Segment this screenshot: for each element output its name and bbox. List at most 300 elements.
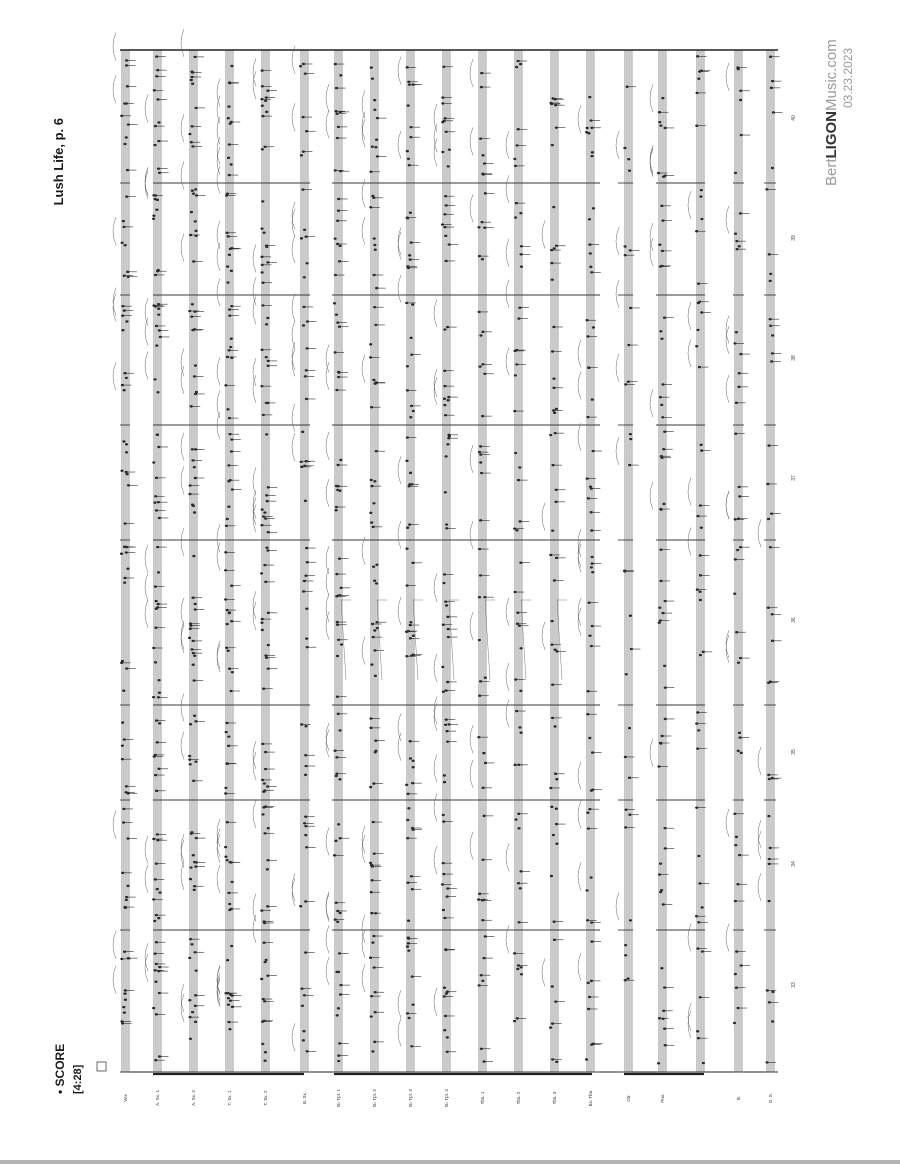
staff-label: T. Sx. 1 — [227, 1090, 232, 1106]
note-head — [264, 100, 267, 102]
note-head — [230, 338, 233, 340]
note-head — [231, 671, 234, 673]
note-head — [659, 862, 662, 864]
note-head — [374, 675, 377, 677]
note-head — [405, 460, 408, 462]
slur — [398, 521, 401, 549]
note-head — [337, 1007, 340, 1009]
note-head — [120, 470, 123, 472]
slur — [253, 591, 256, 619]
note-head — [264, 961, 267, 963]
measure-number: 38 — [791, 355, 797, 361]
note-head — [771, 1020, 774, 1022]
note-head — [627, 158, 630, 160]
slur — [292, 202, 295, 230]
note-head — [657, 1062, 660, 1064]
slur — [650, 482, 653, 510]
note-head — [188, 957, 191, 959]
note-head — [121, 660, 124, 662]
note-head — [265, 323, 268, 325]
note-head — [373, 109, 376, 111]
slur — [253, 244, 256, 272]
note-head — [519, 647, 522, 649]
note-head — [444, 491, 447, 493]
slur — [398, 597, 401, 625]
note-head — [374, 249, 377, 251]
note-head — [265, 433, 268, 435]
staff-label: D. S. — [768, 1092, 773, 1104]
note-head — [514, 818, 517, 820]
note-head — [195, 391, 198, 393]
note-head — [443, 986, 446, 988]
slur — [181, 114, 184, 142]
note-head — [733, 593, 736, 595]
note-head — [446, 1036, 449, 1038]
note-head — [515, 529, 518, 531]
note-head — [193, 511, 196, 513]
note-head — [369, 862, 372, 864]
note-head — [520, 973, 523, 975]
note-head — [228, 254, 231, 256]
note-head — [516, 968, 519, 970]
note-head — [195, 969, 198, 971]
note-head — [406, 945, 409, 947]
note-head — [769, 280, 772, 282]
slur — [650, 389, 653, 417]
slur — [145, 351, 148, 379]
note-head — [700, 218, 703, 220]
slur — [542, 503, 545, 531]
slur — [217, 542, 220, 570]
note-head — [587, 982, 590, 984]
note-head — [265, 356, 268, 358]
note-head — [188, 637, 191, 639]
note-head — [338, 245, 341, 247]
note-head — [771, 991, 774, 993]
note-head — [225, 731, 228, 733]
note-head — [193, 889, 196, 891]
slur — [688, 527, 691, 555]
note-head — [518, 466, 521, 468]
note-head — [152, 696, 155, 698]
note-head — [261, 1043, 264, 1045]
slur — [253, 741, 256, 769]
note-head — [551, 529, 554, 531]
note-head — [158, 692, 161, 694]
note-head — [590, 876, 593, 878]
note-head — [340, 643, 343, 645]
note-head — [189, 763, 192, 765]
note-head — [300, 154, 303, 156]
note-head — [447, 165, 450, 167]
slur — [506, 598, 509, 626]
note-head — [334, 237, 337, 239]
slur — [292, 320, 295, 348]
note-head — [589, 485, 592, 487]
note-head — [624, 954, 627, 956]
slur — [506, 347, 509, 375]
slur — [217, 865, 220, 893]
note-head — [515, 66, 518, 68]
slur — [326, 894, 329, 922]
note-head — [373, 237, 376, 239]
slur — [181, 432, 184, 460]
slur — [434, 794, 437, 822]
note-head — [624, 944, 627, 946]
note-head — [125, 443, 128, 445]
note-head — [552, 206, 555, 208]
note-head — [443, 1029, 446, 1031]
note-head — [623, 147, 626, 149]
staff-bands — [121, 50, 775, 1072]
note-head — [478, 639, 481, 641]
slur — [758, 820, 761, 848]
slur — [145, 544, 148, 572]
note-head — [261, 508, 264, 510]
note-head — [121, 721, 124, 723]
note-head — [123, 581, 126, 583]
slur — [398, 456, 401, 484]
slur — [217, 357, 220, 385]
note-head — [230, 945, 233, 947]
score-timestamp: [4:28] — [72, 1064, 84, 1094]
slur — [506, 280, 509, 308]
slur — [253, 752, 256, 780]
note-head — [260, 978, 263, 980]
note-head — [700, 189, 703, 191]
note-head — [514, 216, 517, 218]
note-head — [442, 909, 445, 911]
note-head — [482, 899, 485, 901]
slur — [470, 127, 473, 155]
note-head — [697, 855, 700, 857]
note-head — [122, 440, 125, 442]
note-head — [260, 572, 263, 574]
note-head — [551, 279, 554, 281]
note-head — [337, 971, 340, 973]
slur — [362, 119, 365, 147]
note-head — [333, 302, 336, 304]
note-head — [155, 608, 158, 610]
slur — [362, 217, 365, 245]
note-head — [230, 881, 233, 883]
note-head — [771, 334, 774, 336]
note-head — [261, 148, 264, 150]
note-head — [305, 262, 308, 264]
note-head — [590, 789, 593, 791]
note-head — [442, 814, 445, 816]
measure-number: 39 — [791, 235, 797, 241]
slur — [650, 84, 653, 112]
note-head — [336, 921, 339, 923]
note-head — [408, 254, 411, 256]
slur — [542, 622, 545, 650]
note-head — [405, 784, 408, 786]
note-head — [769, 273, 772, 275]
note-head — [479, 365, 482, 367]
note-head — [303, 276, 306, 278]
note-head — [585, 1058, 588, 1060]
note-head — [448, 148, 451, 150]
brand-date: 03.23.2023 — [841, 47, 855, 108]
note-head — [263, 782, 266, 784]
slur — [726, 206, 729, 234]
note-head — [188, 755, 191, 757]
note-head — [261, 105, 264, 107]
note-head — [260, 622, 263, 624]
note-head — [261, 271, 264, 273]
slur — [217, 96, 220, 124]
note-head — [409, 472, 412, 474]
note-head — [628, 169, 631, 171]
slur — [470, 445, 473, 473]
page-bottom-rule — [0, 1160, 900, 1164]
slur — [578, 340, 581, 368]
slur — [326, 110, 329, 138]
note-head — [735, 836, 738, 838]
note-head — [658, 243, 661, 245]
slur — [506, 663, 509, 691]
note-head — [375, 139, 378, 141]
note-head — [267, 644, 270, 646]
slur — [470, 725, 473, 753]
note-head — [699, 599, 702, 601]
note-head — [406, 150, 409, 152]
note-head — [190, 943, 193, 945]
note-head — [267, 827, 270, 829]
note-head — [406, 527, 409, 529]
note-head — [372, 502, 375, 504]
slur — [145, 573, 148, 601]
slur — [113, 362, 116, 390]
slur — [726, 63, 729, 91]
note-head — [264, 1051, 267, 1053]
note-head — [337, 823, 340, 825]
brand-logo — [823, 39, 840, 186]
note-head — [481, 258, 484, 260]
note-head — [157, 121, 160, 123]
note-head — [407, 158, 410, 160]
note-head — [663, 665, 666, 667]
note-head — [156, 391, 159, 393]
note-head — [406, 365, 409, 367]
note-head — [371, 77, 374, 79]
measure-number: 34 — [791, 861, 797, 867]
note-head — [369, 512, 372, 514]
slur — [726, 375, 729, 403]
note-head — [661, 1018, 664, 1020]
slur — [362, 112, 365, 140]
note-head — [335, 313, 338, 315]
note-head — [628, 727, 631, 729]
note-head — [767, 815, 770, 817]
note-head — [261, 629, 264, 631]
note-head — [337, 371, 340, 373]
note-head — [301, 431, 304, 433]
note-head — [192, 192, 195, 194]
note-head — [227, 480, 230, 482]
note-head — [120, 553, 123, 555]
note-head — [629, 615, 632, 617]
slur — [398, 131, 401, 159]
slur — [217, 278, 220, 306]
note-head — [520, 265, 523, 267]
note-head — [553, 247, 556, 249]
note-head — [369, 343, 372, 345]
note-head — [697, 729, 700, 731]
staff-labels — [123, 1089, 773, 1107]
slur — [113, 931, 116, 959]
note-head — [304, 725, 307, 727]
note-head — [190, 79, 193, 81]
note-head — [734, 973, 737, 975]
note-head — [226, 959, 229, 961]
note-head — [372, 566, 375, 568]
note-head — [484, 677, 487, 679]
slur — [434, 377, 437, 405]
note-head — [125, 451, 128, 453]
note-head — [192, 854, 195, 856]
note-head — [302, 324, 305, 326]
note-head — [373, 99, 376, 101]
note-head — [370, 479, 373, 481]
slur — [217, 412, 220, 440]
slur — [758, 747, 761, 775]
slur — [326, 925, 329, 953]
note-head — [265, 111, 268, 113]
slur — [253, 277, 256, 305]
note-head — [767, 518, 770, 520]
slur — [113, 217, 116, 245]
note-head — [411, 303, 414, 305]
staff-label: Tbn. 1 — [480, 1091, 485, 1105]
note-head — [373, 580, 376, 582]
note-head — [767, 900, 770, 902]
note-head — [227, 157, 230, 159]
note-head — [375, 582, 378, 584]
note-head — [266, 868, 269, 870]
note-head — [625, 673, 628, 675]
slur — [578, 372, 581, 400]
slur — [616, 437, 619, 465]
note-head — [412, 1003, 415, 1005]
note-head — [445, 455, 448, 457]
note-head — [188, 999, 191, 1001]
note-head — [123, 389, 126, 391]
note-head — [299, 905, 302, 907]
note-head — [481, 154, 484, 156]
slur — [217, 79, 220, 107]
note-head — [519, 212, 522, 214]
note-head — [482, 752, 485, 754]
note-head — [696, 329, 699, 331]
slur — [181, 466, 184, 494]
slur — [506, 131, 509, 159]
note-head — [158, 891, 161, 893]
note-head — [412, 766, 415, 768]
slur — [362, 537, 365, 565]
note-head — [591, 398, 594, 400]
slur — [616, 227, 619, 255]
note-head — [226, 408, 229, 410]
slur — [253, 358, 256, 386]
slur — [688, 302, 691, 330]
note-head — [188, 133, 191, 135]
measure-numbers — [791, 115, 797, 988]
slur — [326, 568, 329, 596]
note-head — [406, 819, 409, 821]
slur — [253, 915, 256, 943]
note-head — [585, 131, 588, 133]
note-head — [157, 917, 160, 919]
slur — [181, 598, 184, 626]
slur — [253, 894, 256, 922]
note-head — [411, 760, 414, 762]
slur — [616, 280, 619, 308]
slur — [506, 843, 509, 871]
slur — [326, 612, 329, 640]
note-head — [407, 807, 410, 809]
slur — [434, 369, 437, 397]
note-head — [194, 1021, 197, 1023]
note-head — [407, 949, 410, 951]
note-head — [407, 920, 410, 922]
slur — [145, 94, 148, 122]
note-head — [227, 117, 230, 119]
note-head — [227, 997, 230, 999]
slur — [434, 846, 437, 874]
slur — [578, 953, 581, 981]
slur — [470, 760, 473, 788]
slur — [470, 832, 473, 860]
note-head — [549, 1026, 552, 1028]
note-head — [153, 144, 156, 146]
note-head — [230, 270, 233, 272]
note-head — [658, 622, 661, 624]
note-head — [374, 146, 377, 148]
slur — [181, 234, 184, 262]
note-head — [122, 1006, 125, 1008]
slur — [470, 612, 473, 640]
note-head — [370, 521, 373, 523]
note-head — [157, 313, 160, 315]
note-head — [123, 1011, 126, 1013]
note-head — [407, 937, 410, 939]
slur — [181, 348, 184, 376]
note-head — [739, 99, 742, 101]
note-head — [555, 408, 558, 410]
slur — [181, 29, 184, 57]
slur — [688, 1010, 691, 1038]
note-head — [228, 612, 231, 614]
note-head — [589, 266, 592, 268]
note-head — [589, 252, 592, 254]
staff-label: Tbn. 2 — [516, 1091, 521, 1105]
note-head — [260, 227, 263, 229]
staff-label: A. Sx. 2 — [191, 1090, 196, 1106]
note-head — [226, 265, 229, 267]
slur — [145, 865, 148, 893]
slur — [326, 957, 329, 985]
note-head — [407, 104, 410, 106]
slur — [434, 754, 437, 782]
note-head — [661, 97, 664, 99]
note-head — [191, 1011, 194, 1013]
note-head — [550, 806, 553, 808]
note-head — [122, 690, 125, 692]
note-head — [264, 1060, 267, 1062]
note-head — [369, 786, 372, 788]
